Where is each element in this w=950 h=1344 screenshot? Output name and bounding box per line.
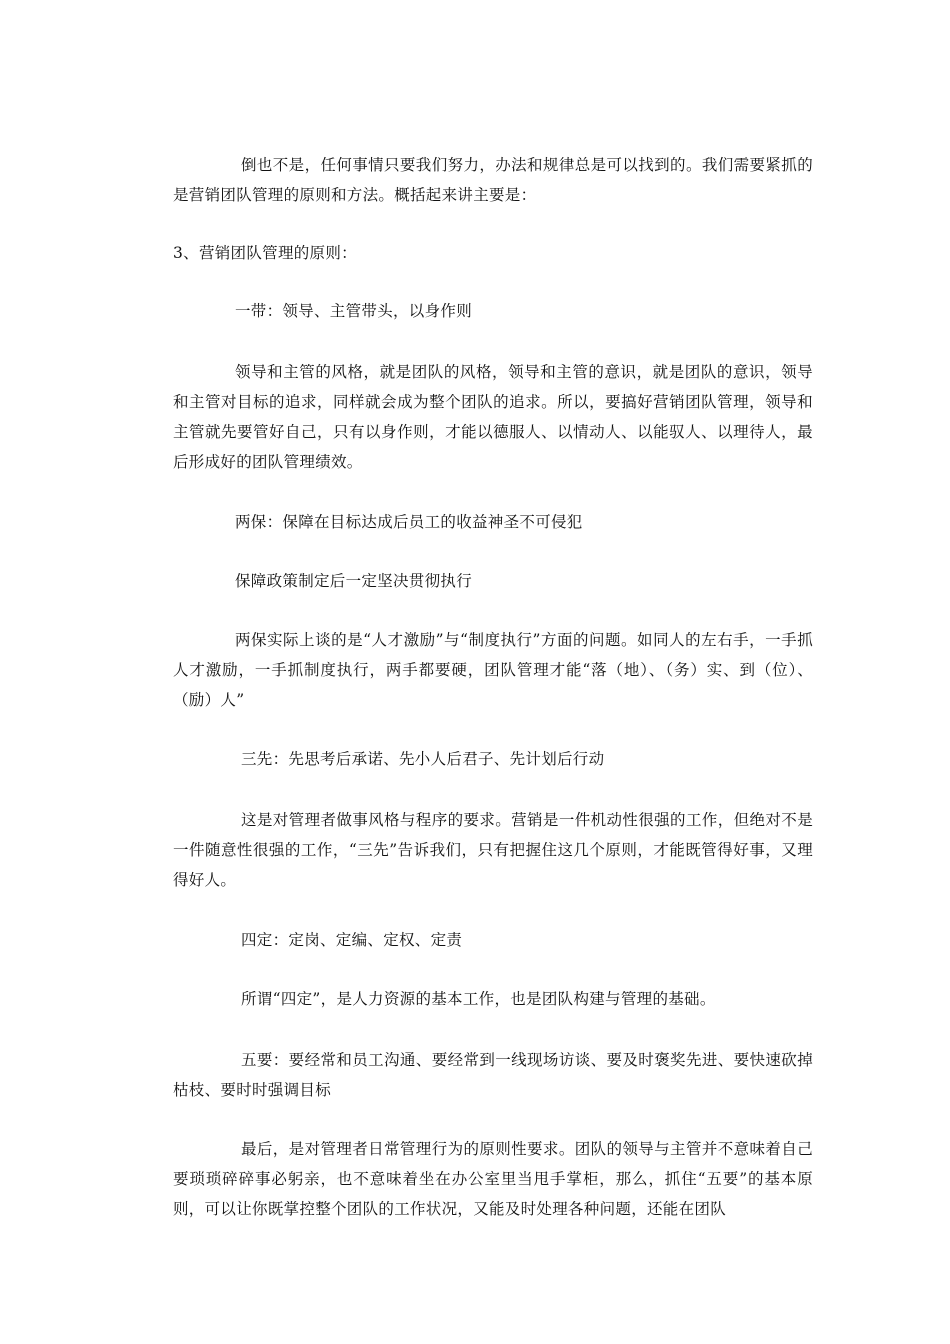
principle-four-title: 四定：定岗、定编、定权、定责 bbox=[241, 931, 463, 949]
principle-one-body: 领导和主管的风格，就是团队的风格，领导和主管的意识，就是团队的意识，领导和主管对目标的追求，同样就会成为整个团队的追求。所以，要搞好营销团队管理，领导和主管就先要管好自己，只有以身作则，才能以德服人、以情动人、以能驭人、以理待人，最后形成好的团队管理绩效。 bbox=[173, 363, 813, 471]
section-heading: 3、营销团队管理的原则： bbox=[173, 244, 357, 262]
principle-two-body: 两保实际上谈的是“人才激励”与“制度执行”方面的问题。如同人的左右手，一手抓人才激励，一手抓制度执行，两手都要硬，团队管理才能“落（地）、（务）实、到（位）、（励）人” bbox=[173, 631, 813, 709]
principle-three-body: 这是对管理者做事风格与程序的要求。营销是一件机动性很强的工作，但绝对不是一件随意性很强的工作，“三先”告诉我们，只有把握住这几个原则，才能既管得好事，又理得好人。 bbox=[173, 811, 813, 889]
principle-two-title: 两保：保障在目标达成后员工的收益神圣不可侵犯 bbox=[235, 513, 583, 531]
paragraph-intro: 倒也不是，任何事情只要我们努力，办法和规律总是可以找到的。我们需要紧抓的是营销团队管理的原则和方法。概括起来讲主要是： bbox=[173, 156, 813, 204]
principle-two-subtitle: 保障政策制定后一定坚决贯彻执行 bbox=[235, 572, 473, 590]
principle-five-body: 最后，是对管理者日常管理行为的原则性要求。团队的领导与主管并不意味着自己要琐琐碎碎事必躬亲，也不意味着坐在办公室里当甩手掌柜，那么，抓住“五要”的基本原则，可以让你既掌控整个团队的工作状况，又能及时处理各种问题，还能在团队 bbox=[173, 1140, 813, 1218]
principle-five-title: 五要：要经常和员工沟通、要经常到一线现场访谈、要及时褒奖先进、要快速砍掉枯枝、要时时强调目标 bbox=[173, 1051, 813, 1099]
principle-three-title: 三先：先思考后承诺、先小人后君子、先计划后行动 bbox=[241, 750, 605, 768]
principle-one-title: 一带：领导、主管带头，以身作则 bbox=[235, 302, 473, 320]
principle-four-body: 所谓“四定”，是人力资源的基本工作，也是团队构建与管理的基础。 bbox=[241, 990, 716, 1008]
